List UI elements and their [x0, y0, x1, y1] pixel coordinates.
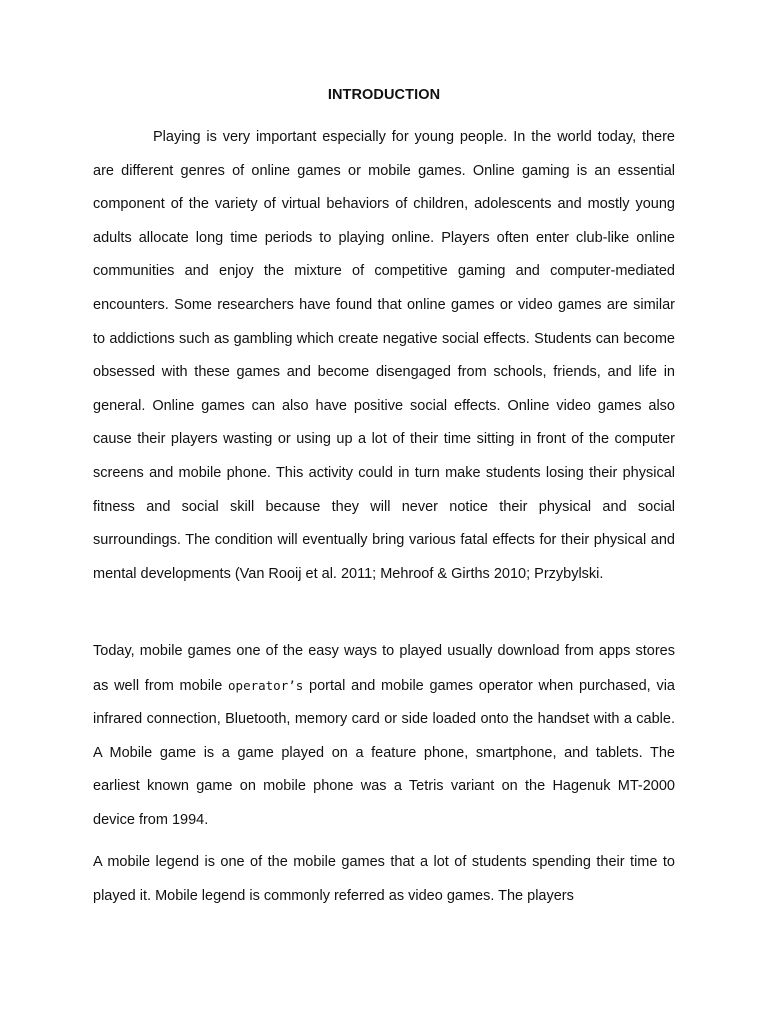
page-title: INTRODUCTION: [327, 87, 441, 103]
paragraph-1: Playing is very important especially for young people. In the world today, there are different genres of online games or mobile games. Online gaming is an essential component of the variety of virtual behaviors of children, adolescents and mostly young adults allocate long time periods to playing online. Players often enter club-like online communities and enjoy the mixture of competitive gaming and computer-mediated encounters. Some researchers have found that online games or video games are similar to addictions such as gambling which create negative social effects. Students can become obsessed with these games and become disengaged from schools, friends, and life in general. Online games can also have positive social effects. Online video games also cause their players wasting or using up a lot of their time sitting in front of the computer screens and mobile phone. This activity could in turn make students losing their physical fitness and social skill because they will never notice their physical and social surroundings. The condition will eventually bring various fatal effects for their physical and mental developments (Van Rooij et al. 2011; Mehroof & Girths 2010; Przybylski.: [93, 129, 675, 582]
paragraph-2: [93, 635, 675, 838]
paragraph-3: A mobile legend is one of the mobile games that a lot of students spending their time to played it. Mobile legend is commonly referred as video games. The players: [93, 854, 675, 904]
paragraph-2-text-start: Today, mobile games one of the easy ways to played usually download from apps stores as well from mobile: [93, 643, 675, 694]
paragraph-2-text-end: portal and mobile games operator when purchased, via infrared connection, Bluetooth, memory card or side loaded onto the handset with a cable. A Mobile game is a game played on a feature phone, smartphone, and tablets. The earliest known game on mobile phone was a Tetris variant on the Hagenuk MT-2000 device from 1994.: [93, 677, 675, 828]
paragraph-2-operator-word: operator’s: [228, 677, 304, 693]
